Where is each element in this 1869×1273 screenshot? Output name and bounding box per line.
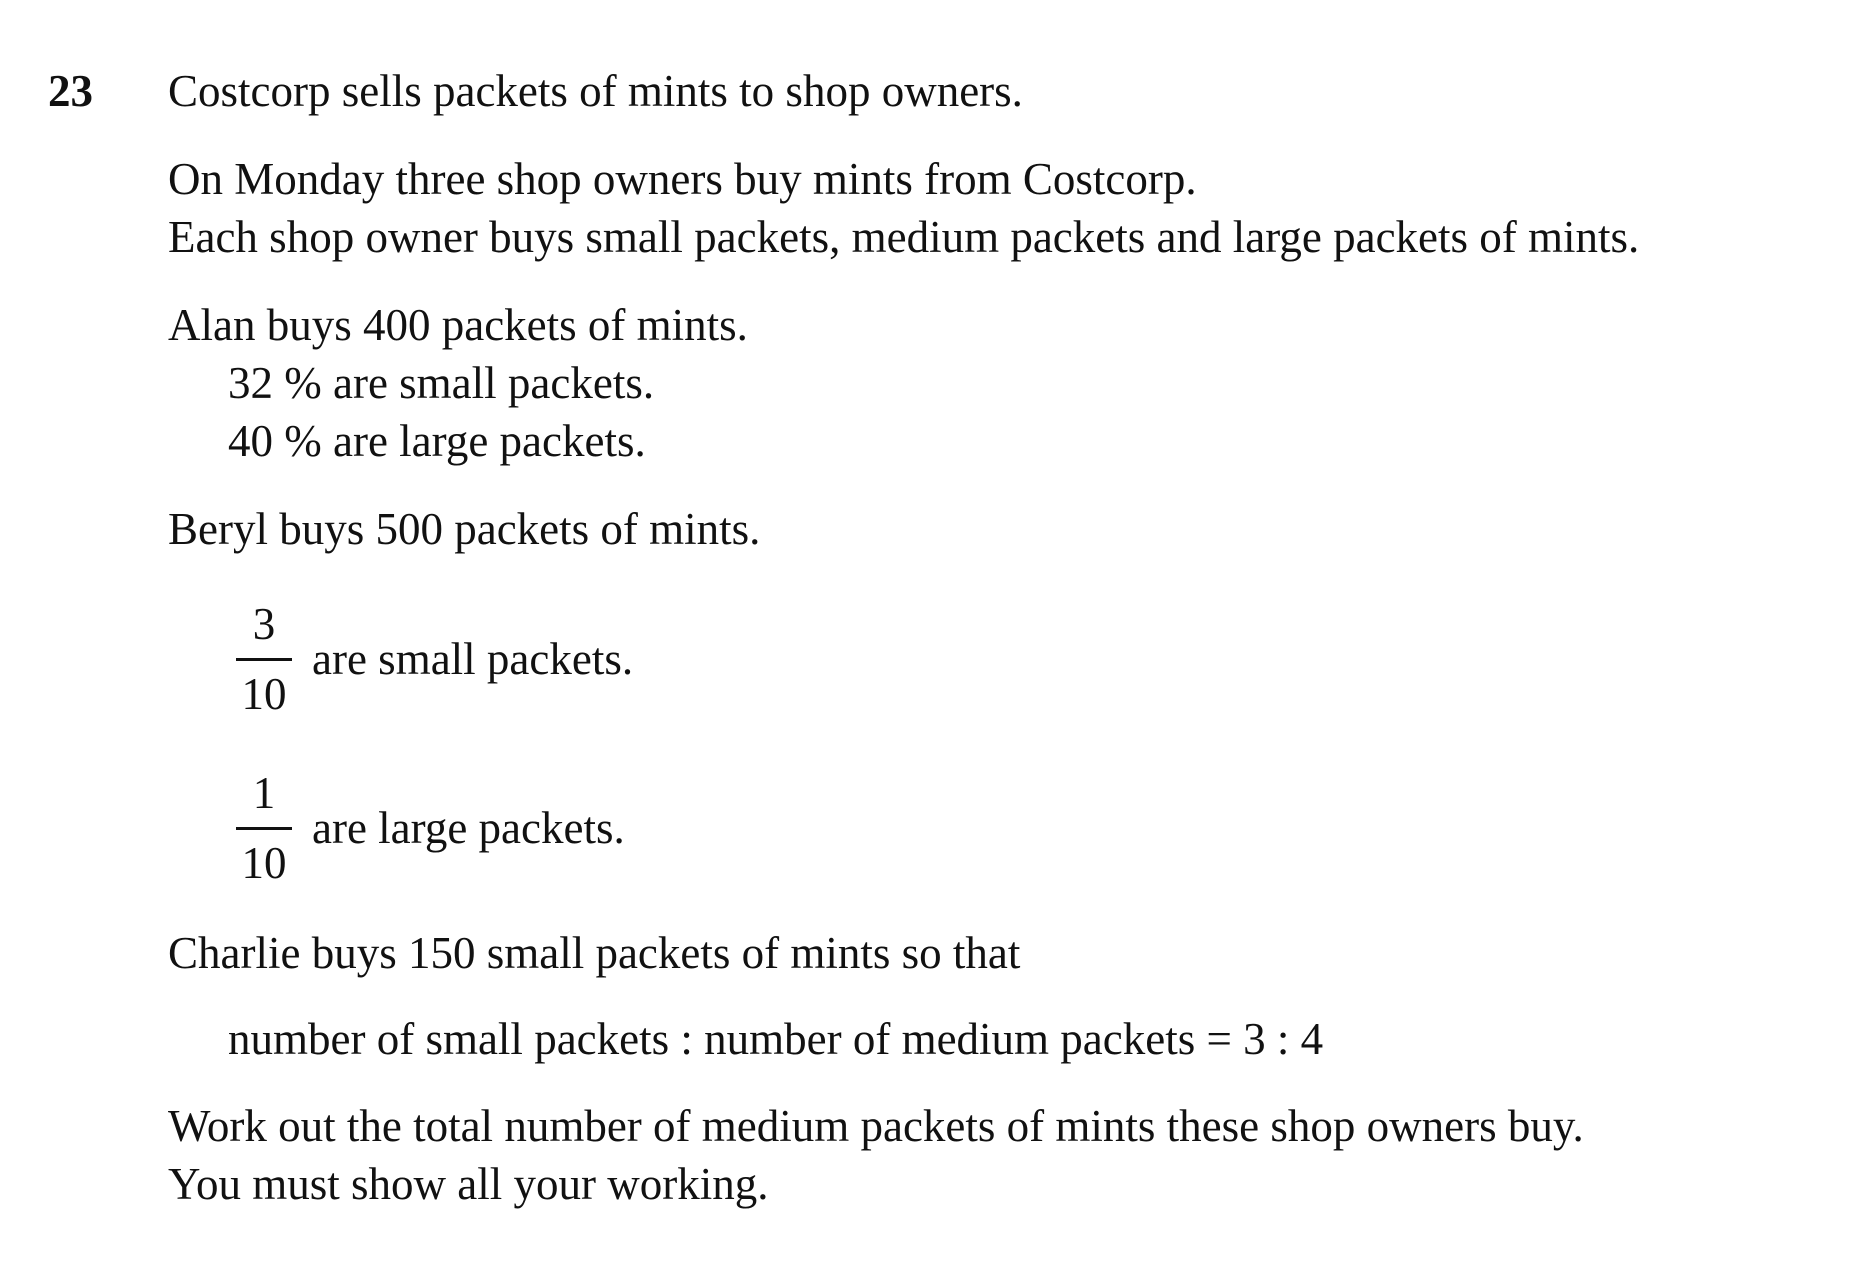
question-number: 23 bbox=[48, 66, 93, 116]
context-line-1: On Monday three shop owners buy mints from Costcorp. bbox=[168, 154, 1197, 204]
fraction bbox=[234, 595, 294, 725]
fraction-numerator: 3 bbox=[252, 599, 276, 649]
fraction bbox=[234, 764, 294, 894]
task-line-1: Work out the total number of medium packets of mints these shop owners buy. bbox=[168, 1101, 1584, 1151]
intro-text: Costcorp sells packets of mints to shop owners. bbox=[168, 66, 1023, 116]
beryl-small-fraction-row bbox=[234, 595, 834, 725]
alan-large-line: 40 % are large packets. bbox=[228, 416, 646, 466]
charlie-line: Charlie buys 150 small packets of mints so that bbox=[168, 928, 1021, 978]
fraction-denominator: 10 bbox=[241, 669, 287, 719]
task-line-2: You must show all your working. bbox=[168, 1159, 769, 1209]
fraction-bar bbox=[236, 827, 292, 830]
fraction-bar bbox=[236, 658, 292, 661]
fraction-numerator: 1 bbox=[252, 768, 276, 818]
context-line-2: Each shop owner buys small packets, medium packets and large packets of mints. bbox=[168, 212, 1640, 262]
fraction-text: are small packets. bbox=[312, 634, 634, 684]
fraction-text: are large packets. bbox=[312, 803, 625, 853]
beryl-large-fraction-row bbox=[234, 764, 834, 894]
ratio-line: number of small packets : number of medium packets = 3 : 4 bbox=[228, 1014, 1324, 1064]
alan-small-line: 32 % are small packets. bbox=[228, 358, 655, 408]
alan-line: Alan buys 400 packets of mints. bbox=[168, 300, 748, 350]
beryl-line: Beryl buys 500 packets of mints. bbox=[168, 504, 761, 554]
fraction-denominator: 10 bbox=[241, 838, 287, 888]
